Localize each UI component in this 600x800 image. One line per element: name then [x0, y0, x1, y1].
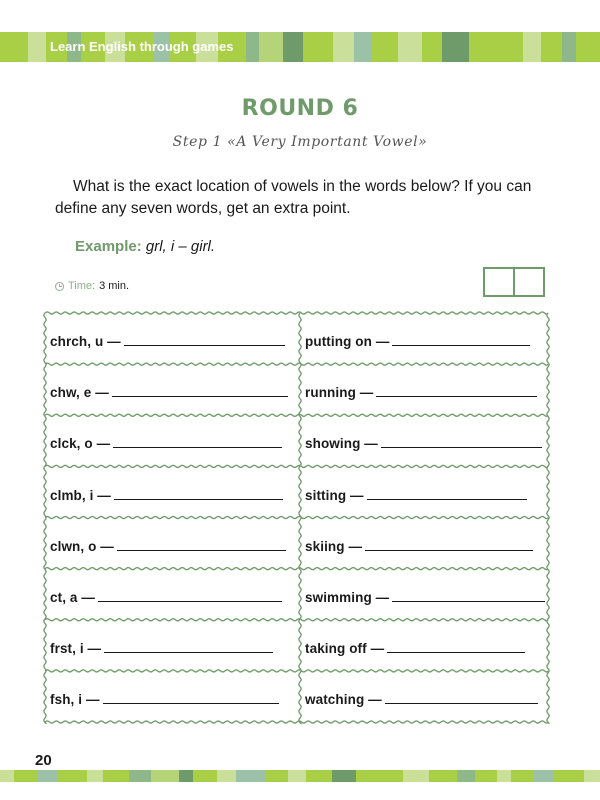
instructions-text: What is the exact location of vowels in the words below? If you can define any seven words, get an extra point.: [55, 178, 532, 217]
left-word-item: [50, 589, 282, 605]
answer-blank[interactable]: [365, 538, 533, 551]
footer-stripe-band: [0, 770, 600, 782]
stripe: [497, 770, 511, 782]
word-clue: clwn, o —: [50, 538, 114, 554]
wavy-grid-line: [299, 313, 301, 724]
stripe: [332, 770, 356, 782]
wavy-grid-line: [45, 721, 548, 723]
stripe: [511, 770, 535, 782]
header-label: Learn English through games: [50, 39, 234, 54]
stripe: [179, 770, 193, 782]
word-clue: skiing —: [305, 538, 363, 554]
word-clue: swimming —: [305, 590, 390, 605]
right-word-item: [305, 589, 545, 605]
answer-blank[interactable]: [392, 333, 530, 346]
stripe: [584, 770, 600, 782]
answer-blank[interactable]: [367, 487, 528, 500]
word-clue: showing —: [305, 436, 378, 452]
answer-blank[interactable]: [113, 435, 282, 448]
right-word-item: [305, 487, 527, 503]
wavy-grid-line: [45, 568, 548, 570]
time-value: 3 min.: [99, 280, 130, 292]
word-clue: clck, o —: [50, 436, 111, 452]
answer-blank[interactable]: [112, 384, 288, 397]
answer-blank[interactable]: [103, 691, 279, 704]
stripe: [403, 770, 429, 782]
word-clue: chrch, u —: [50, 334, 121, 349]
left-word-item: [50, 538, 286, 554]
wavy-grid-line: [45, 465, 548, 467]
stripe: [457, 770, 475, 782]
right-word-item: [305, 640, 525, 656]
wavy-grid-line: [44, 313, 46, 724]
stripe: [87, 770, 103, 782]
stripe: [475, 770, 497, 782]
word-clue: sitting —: [305, 487, 364, 503]
wavy-grid-line: [45, 414, 548, 416]
wavy-grid-line: [45, 312, 548, 314]
stripe: [14, 770, 38, 782]
wavy-grid-line: [45, 363, 548, 365]
stripe: [306, 770, 332, 782]
wavy-grid-line: [45, 670, 548, 672]
example-value: grl, i – girl.: [145, 238, 216, 255]
right-word-item: [305, 333, 530, 349]
stripe: [193, 770, 217, 782]
right-word-item: [305, 691, 538, 707]
right-word-item: [305, 538, 533, 554]
word-clue: frst, i —: [50, 641, 102, 657]
left-word-item: [50, 384, 288, 400]
left-word-item: [50, 691, 279, 707]
word-clue: watching —: [305, 692, 382, 708]
left-word-item: [50, 640, 273, 656]
page-title: ROUND 6: [241, 96, 359, 121]
left-word-item: [50, 487, 283, 503]
stripe: [0, 770, 14, 782]
answer-blank[interactable]: [387, 640, 525, 653]
word-clue: running —: [305, 385, 374, 401]
answer-blank[interactable]: [104, 640, 273, 653]
word-clue: clmb, i —: [50, 487, 111, 503]
word-clue: ct, a —: [50, 590, 95, 605]
stripe: [554, 770, 584, 782]
page-subtitle: Step 1 «A Very Important Vowel»: [172, 134, 428, 150]
wavy-grid-line: [45, 516, 548, 518]
word-clue: taking off —: [305, 641, 385, 657]
stripe: [129, 770, 151, 782]
right-word-item: [305, 435, 542, 451]
stripe: [429, 770, 457, 782]
answer-blank[interactable]: [98, 589, 282, 602]
stripe: [356, 770, 376, 782]
stripe: [534, 770, 554, 782]
stripe: [58, 770, 88, 782]
word-clue: putting on —: [305, 334, 390, 349]
stripe: [151, 770, 179, 782]
word-clue: chw, e —: [50, 385, 109, 401]
stripe: [236, 770, 266, 782]
stripe: [217, 770, 237, 782]
time-label: Time:: [68, 280, 96, 292]
stripe: [376, 770, 404, 782]
answer-blank[interactable]: [114, 487, 283, 500]
stripe: [103, 770, 129, 782]
answer-blank[interactable]: [381, 435, 542, 448]
word-clue: fsh, i —: [50, 692, 100, 708]
stripe: [38, 770, 58, 782]
answer-blank[interactable]: [124, 333, 285, 346]
wavy-grid-line: [45, 619, 548, 621]
left-word-item: [50, 333, 285, 349]
answer-blank[interactable]: [385, 691, 538, 704]
stripe: [288, 770, 306, 782]
example-label: Example:: [75, 238, 142, 255]
page-number: 20: [35, 752, 52, 769]
answer-blank[interactable]: [376, 384, 537, 397]
stripe: [266, 770, 288, 782]
right-word-item: [305, 384, 537, 400]
answer-blank[interactable]: [392, 589, 545, 602]
answer-blank[interactable]: [117, 538, 286, 551]
left-word-item: [50, 435, 282, 451]
